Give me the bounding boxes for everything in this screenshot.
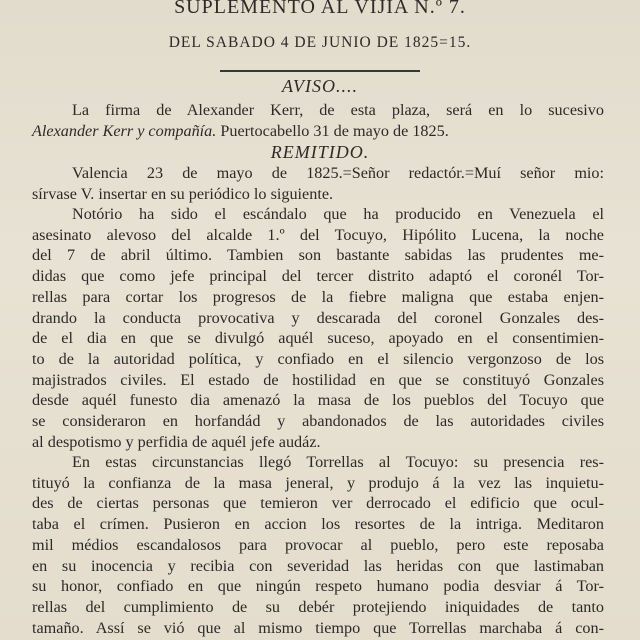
text-line: asesinato alevoso del alcalde 1.º del Tocuyo, Hipólito Lucena, la noche [32, 225, 604, 244]
text-line: rellas para cortar los progresos de la fiebre maligna que estaba enjen- [32, 287, 604, 306]
remitido-text [32, 163, 604, 204]
aviso-place-date: Puertocabello 31 de mayo de 1825. [216, 121, 449, 140]
text-line: en su inocencia y recibia con severidad las heridas con que lastimaban [32, 556, 604, 575]
text-line: al despotismo y perfidia de aquél jefe audáz. [32, 432, 321, 451]
firm-name: Alexander Kerr y compañía. [32, 121, 217, 140]
aviso-line: La firma de Alexander Kerr, de esta plaza, será en lo sucesivo [72, 101, 604, 119]
paragraph-2 [32, 452, 604, 638]
text-line: drando la conducta provocativa y descarada del coronel Gonzales des- [32, 308, 604, 327]
text-line: rellas del cumplimiento de su debér protejiendo iniquidades de tanto [32, 597, 604, 616]
remitido-heading: REMITIDO. [270, 142, 370, 162]
text-line: de el dia en que se divulgó aquél suceso, apoyado en el consentimien- [32, 329, 604, 348]
remitido-line: Valencia 23 de mayo de 1825.=Señor redactór.=Muí señor mio: [72, 164, 604, 182]
text-line: des de ciertas personas que temieron ver derrocado el edificio que ocul- [32, 494, 604, 513]
text-line: del 7 de abril último. Tambien son bastante sabidas las prudentes me- [32, 246, 604, 265]
text-line: tamaño. Assí se vió que al mismo tiempo que Torrellas marchaba á con- [32, 618, 604, 637]
paragraph-1 [32, 204, 604, 452]
text-line: Notório ha sido el escándalo que ha producido en Venezuela el [72, 205, 604, 223]
text-line: to de la autoridad política, y confiado en el silencio vergonzoso de los [32, 349, 604, 368]
aviso-line [32, 121, 604, 142]
text-line: su honor, confiado en que ningún respeto humano podia desviar á Tor- [32, 577, 604, 596]
text-line: se consideraron en horfandád y abandonados de las autoridades civiles [32, 412, 604, 431]
header-rule [220, 70, 420, 72]
text-line: desde aquél funesto dia amenazó la masa de los pueblos del Tocuyo que [32, 391, 604, 410]
issue-date: DEL SABADO 4 DE JUNIO DE 1825=15. [168, 34, 472, 51]
aviso-text [32, 100, 604, 141]
text-line: En estas circunstancias llegó Torrellas al Tocuyo: su presencia res- [72, 453, 604, 471]
text-line: taba el crímen. Pusieron en accion los resortes de la intriga. Meditaron [32, 515, 604, 534]
page-title: SUPLEMENTO AL VIJIA N.º 7. [174, 0, 466, 18]
text-line: majistrados civiles. El estado de hostilidad en que se constituyó Gonzales [32, 370, 604, 389]
aviso-heading: AVISO.... [281, 76, 359, 96]
text-line: tituyó la confianza de la masa jeneral, y produjo á la vez las inquietu- [32, 473, 604, 492]
text-line: mil médios escandalosos para provocar al pueblo, pero este reposaba [32, 535, 604, 554]
text-line: didas que como jefe principal del tercer distrito adaptó el coronél Tor- [32, 267, 604, 286]
remitido-line: sírvase V. insertar en su periódico lo siguiente. [32, 184, 334, 203]
